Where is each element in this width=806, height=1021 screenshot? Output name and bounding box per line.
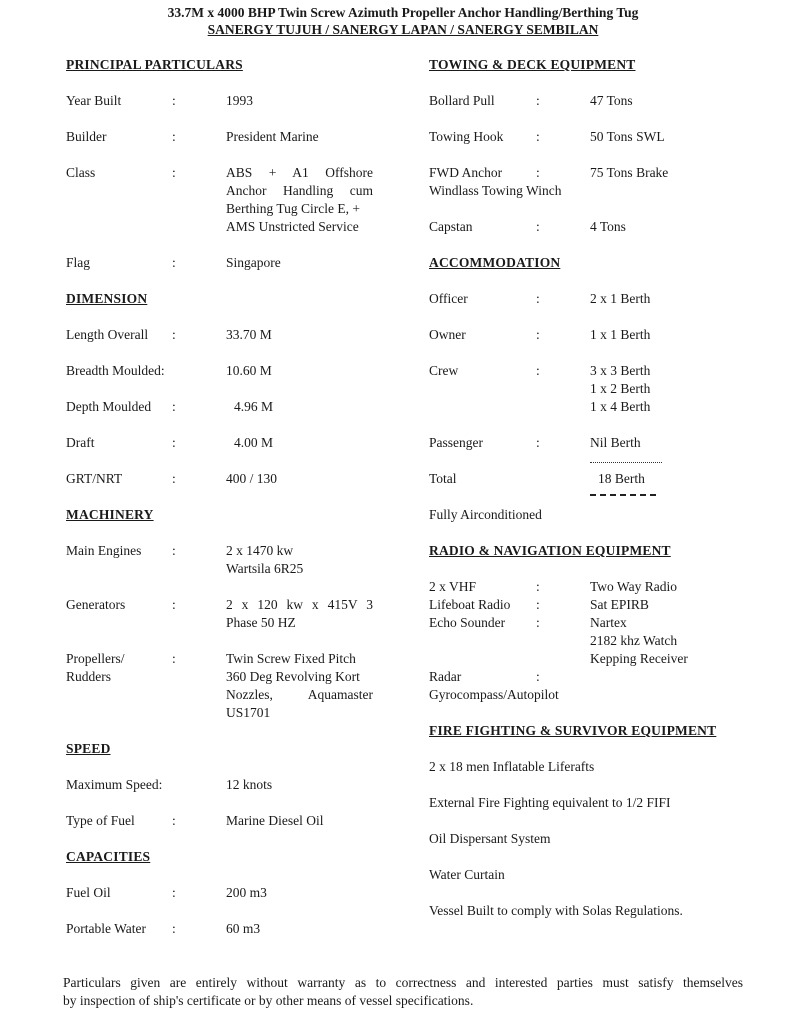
colon: :	[536, 579, 540, 594]
colon: :	[172, 255, 176, 270]
bollard-pull-value: 47 Tons	[590, 93, 633, 108]
type-of-fuel-label: Type of Fuel	[66, 813, 135, 828]
propellers-value-line3: Nozzles, Aquamaster	[226, 687, 373, 702]
propellers-value-line2: 360 Deg Revolving Kort	[226, 669, 360, 684]
radio-navigation-heading: RADIO & NAVIGATION EQUIPMENT	[429, 543, 671, 558]
owner-label: Owner	[429, 327, 466, 342]
grt-nrt-value: 400 / 130	[226, 471, 278, 486]
accommodation-heading: ACCOMMODATION	[429, 255, 561, 270]
subtotal-rule	[590, 462, 662, 463]
portable-water-label: Portable Water	[66, 921, 147, 936]
class-label: Class	[66, 165, 96, 180]
depth-moulded-label: Depth Moulded	[66, 399, 152, 414]
colon: :	[536, 435, 540, 450]
fire-item-water-curtain: Water Curtain	[429, 867, 505, 882]
towing-deck-heading: TOWING & DECK EQUIPMENT	[429, 57, 636, 72]
capstan-value: 4 Tons	[590, 219, 626, 234]
builder-label: Builder	[66, 129, 107, 144]
document-title: 33.7M x 4000 BHP Twin Screw Azimuth Propeller Anchor Handling/Berthing Tug	[167, 5, 639, 20]
fwd-anchor-label: FWD Anchor	[429, 165, 503, 180]
fire-fighting-heading: FIRE FIGHTING & SURVIVOR EQUIPMENT	[429, 723, 717, 738]
fire-item-liferafts: 2 x 18 men Inflatable Liferafts	[429, 759, 595, 774]
colon: :	[536, 669, 540, 684]
crew-value-line3: 1 x 4 Berth	[590, 399, 651, 414]
colon: :	[172, 129, 176, 144]
colon: :	[536, 291, 540, 306]
depth-moulded-value: 4.96 M	[234, 399, 274, 414]
lifeboat-radio-label: Lifeboat Radio	[429, 597, 511, 612]
officer-value: 2 x 1 Berth	[590, 291, 651, 306]
watch-receiver-line1: 2182 khz Watch	[590, 633, 678, 648]
class-value-line4: AMS Unstricted Service	[226, 219, 359, 234]
owner-value: 1 x 1 Berth	[590, 327, 651, 342]
total-label: Total	[429, 471, 457, 486]
generators-value-line1: 2 x 120 kw x 415V 3	[226, 597, 373, 612]
generators-label: Generators	[66, 597, 126, 612]
fire-item-oil-dispersant: Oil Dispersant System	[429, 831, 551, 846]
colon: :	[172, 597, 176, 612]
grt-nrt-label: GRT/NRT	[66, 471, 123, 486]
year-built-value: 1993	[226, 93, 253, 108]
colon: :	[172, 165, 176, 180]
passenger-value: Nil Berth	[590, 435, 641, 450]
vhf-value: Two Way Radio	[590, 579, 677, 594]
colon: :	[172, 813, 176, 828]
officer-label: Officer	[429, 291, 468, 306]
maximum-speed-value: 12 knots	[226, 777, 273, 792]
fwd-anchor-value: 75 Tons Brake	[590, 165, 669, 180]
colon: :	[536, 597, 540, 612]
builder-value: President Marine	[226, 129, 319, 144]
breadth-moulded-value: 10.60 M	[226, 363, 272, 378]
generators-value-line2: Phase 50 HZ	[226, 615, 296, 630]
dimension-heading: DIMENSION	[66, 291, 148, 306]
propellers-value-line1: Twin Screw Fixed Pitch	[226, 651, 356, 666]
crew-value-line2: 1 x 2 Berth	[590, 381, 651, 396]
propellers-label: Propellers/	[66, 651, 125, 666]
fuel-oil-label: Fuel Oil	[66, 885, 111, 900]
fuel-oil-value: 200 m3	[226, 885, 267, 900]
breadth-moulded-label: Breadth Moulded:	[66, 363, 165, 378]
class-value-line1: ABS + A1 Offshore	[226, 165, 373, 180]
colon: :	[536, 129, 540, 144]
colon: :	[536, 165, 540, 180]
disclaimer-line1: Particulars given are entirely without warranty as to correctness and interested parties must satisfy themselves	[63, 975, 743, 990]
main-engines-value-line2: Wartsila 6R25	[226, 561, 304, 576]
colon: :	[172, 93, 176, 108]
total-rule	[590, 494, 656, 496]
main-engines-value-line1: 2 x 1470 kw	[226, 543, 294, 558]
echo-sounder-value: Nartex	[590, 615, 627, 630]
lifeboat-radio-value: Sat EPIRB	[590, 597, 649, 612]
fire-item-solas: Vessel Built to comply with Solas Regulations.	[429, 903, 683, 918]
bollard-pull-label: Bollard Pull	[429, 93, 495, 108]
colon: :	[172, 435, 176, 450]
class-value-line2: Anchor Handling cum	[226, 183, 373, 198]
colon: :	[536, 327, 540, 342]
main-engines-label: Main Engines	[66, 543, 142, 558]
fully-airconditioned: Fully Airconditioned	[429, 507, 542, 522]
passenger-label: Passenger	[429, 435, 483, 450]
fire-item-external: External Fire Fighting equivalent to 1/2 FIFI	[429, 795, 671, 810]
colon: :	[536, 363, 540, 378]
colon: :	[172, 543, 176, 558]
colon: :	[172, 399, 176, 414]
towing-hook-label: Towing Hook	[429, 129, 504, 144]
colon: :	[172, 885, 176, 900]
principal-particulars-heading: PRINCIPAL PARTICULARS	[66, 57, 243, 72]
echo-sounder-label: Echo Sounder	[429, 615, 506, 630]
colon: :	[536, 615, 540, 630]
colon: :	[172, 471, 176, 486]
crew-value-line1: 3 x 3 Berth	[590, 363, 651, 378]
total-value: 18 Berth	[598, 471, 645, 486]
portable-water-value: 60 m3	[226, 921, 261, 936]
speed-heading: SPEED	[66, 741, 111, 756]
colon: :	[172, 327, 176, 342]
towing-hook-value: 50 Tons SWL	[590, 129, 665, 144]
length-overall-value: 33.70 M	[226, 327, 272, 342]
windlass-towing-winch-label: Windlass Towing Winch	[429, 183, 562, 198]
disclaimer-line2: by inspection of ship's certificate or by other means of vessel specifications.	[63, 993, 474, 1008]
class-value-line3: Berthing Tug Circle E, +	[226, 201, 360, 216]
radar-label: Radar	[429, 669, 462, 684]
year-built-label: Year Built	[66, 93, 122, 108]
propellers-value-line4: US1701	[226, 705, 271, 720]
maximum-speed-label: Maximum Speed:	[66, 777, 163, 792]
colon: :	[172, 651, 176, 666]
length-overall-label: Length Overall	[66, 327, 149, 342]
gyrocompass-autopilot-label: Gyrocompass/Autopilot	[429, 687, 559, 702]
watch-receiver-line2: Kepping Receiver	[590, 651, 688, 666]
colon: :	[172, 921, 176, 936]
flag-label: Flag	[66, 255, 91, 270]
machinery-heading: MACHINERY	[66, 507, 154, 522]
capstan-label: Capstan	[429, 219, 473, 234]
type-of-fuel-value: Marine Diesel Oil	[226, 813, 324, 828]
draft-value: 4.00 M	[234, 435, 274, 450]
colon: :	[536, 93, 540, 108]
flag-value: Singapore	[226, 255, 281, 270]
colon: :	[536, 219, 540, 234]
vhf-label: 2 x VHF	[429, 579, 477, 594]
crew-label: Crew	[429, 363, 459, 378]
capacities-heading: CAPACITIES	[66, 849, 151, 864]
draft-label: Draft	[66, 435, 95, 450]
vessel-names: SANERGY TUJUH / SANERGY LAPAN / SANERGY SEMBILAN	[207, 22, 599, 37]
rudders-label: Rudders	[66, 669, 111, 684]
